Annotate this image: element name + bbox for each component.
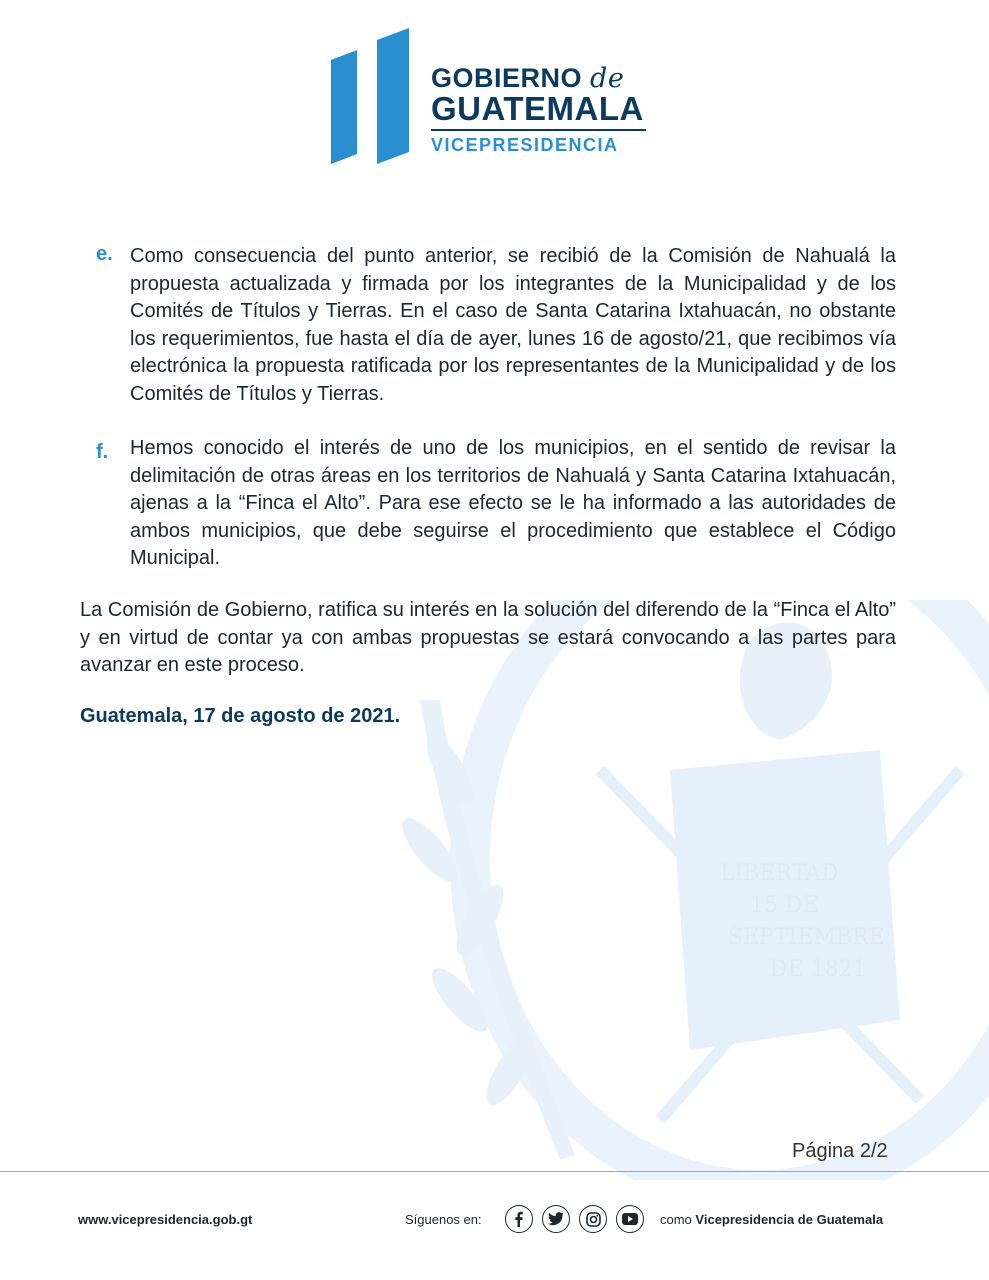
footer-handle-name[interactable]: Vicepresidencia de Guatemala — [695, 1212, 884, 1227]
list-item-text: Hemos conocido el interés de uno de los municipios, en el sentido de revisar la delimitación de otras áreas en los territorios de Nahualá y Santa Catarina Ixtahuacán, ajenas a la “Finca el Alto”. Para ese efecto se le ha informado a las autoridades de ambos municipios, que debe seguirse el procedimiento que establece el Código Municipal. — [130, 437, 896, 569]
date-line: Guatemala, 17 de agosto de 2021. — [80, 705, 401, 727]
list-item-e — [96, 243, 896, 408]
watermark-line3: SEPTIEMBRE — [728, 925, 885, 950]
youtube-icon[interactable] — [616, 1205, 644, 1233]
watermark-line2: 15 DE — [750, 893, 819, 918]
logo-divider — [431, 129, 646, 131]
list-marker: f. — [96, 441, 109, 463]
instagram-icon[interactable] — [579, 1205, 607, 1233]
closing-paragraph: La Comisión de Gobierno, ratifica su interés en la solución del diferendo de la “Finca el Alto” y en virtud de contar ya con ambas propuestas se estará convocando a las partes para avanzar en este proceso. — [80, 599, 896, 676]
twitter-icon[interactable] — [542, 1205, 570, 1233]
logo-bars-icon — [331, 28, 411, 168]
list-item-text: Como consecuencia del punto anterior, se recibió de la Comisión de Nahualá la propuesta actualizada y firmada por los integrantes de la Municipalidad y de los Comités de Títulos y Tierras. En el caso de Santa Catarina Ixtahuacán, no obstante los requerimientos, fue hasta el día de ayer, lunes 16 de agosto/21, que recibimos vía electrónica la propuesta ratificada por los representantes de la Municipalidad y de los Comités de Títulos y Tierras. — [130, 245, 896, 405]
facebook-icon[interactable] — [505, 1205, 533, 1233]
watermark-line1: LIBERTAD — [720, 861, 839, 886]
logo — [331, 28, 661, 168]
logo-de: de — [590, 63, 625, 94]
coat-of-arms-watermark — [360, 600, 989, 1180]
footer-handle — [660, 1212, 883, 1227]
footer-como-label: como — [660, 1212, 692, 1227]
page-number: Página 2/2 — [792, 1140, 888, 1162]
logo-vicepresidencia: VICEPRESIDENCIA — [431, 135, 619, 155]
footer-website-link[interactable]: www.vicepresidencia.gob.gt — [78, 1212, 253, 1227]
logo-text — [431, 64, 646, 156]
watermark-line4: DE 1821 — [770, 957, 867, 982]
logo-gobierno: GOBIERNO — [431, 63, 583, 93]
social-icons — [505, 1205, 644, 1233]
list-item-f — [96, 435, 896, 573]
footer-follow-label: Síguenos en: — [405, 1212, 482, 1227]
footer-divider — [0, 1171, 989, 1172]
list-marker: e. — [96, 243, 113, 265]
logo-guatemala: GUATEMALA — [431, 90, 644, 127]
